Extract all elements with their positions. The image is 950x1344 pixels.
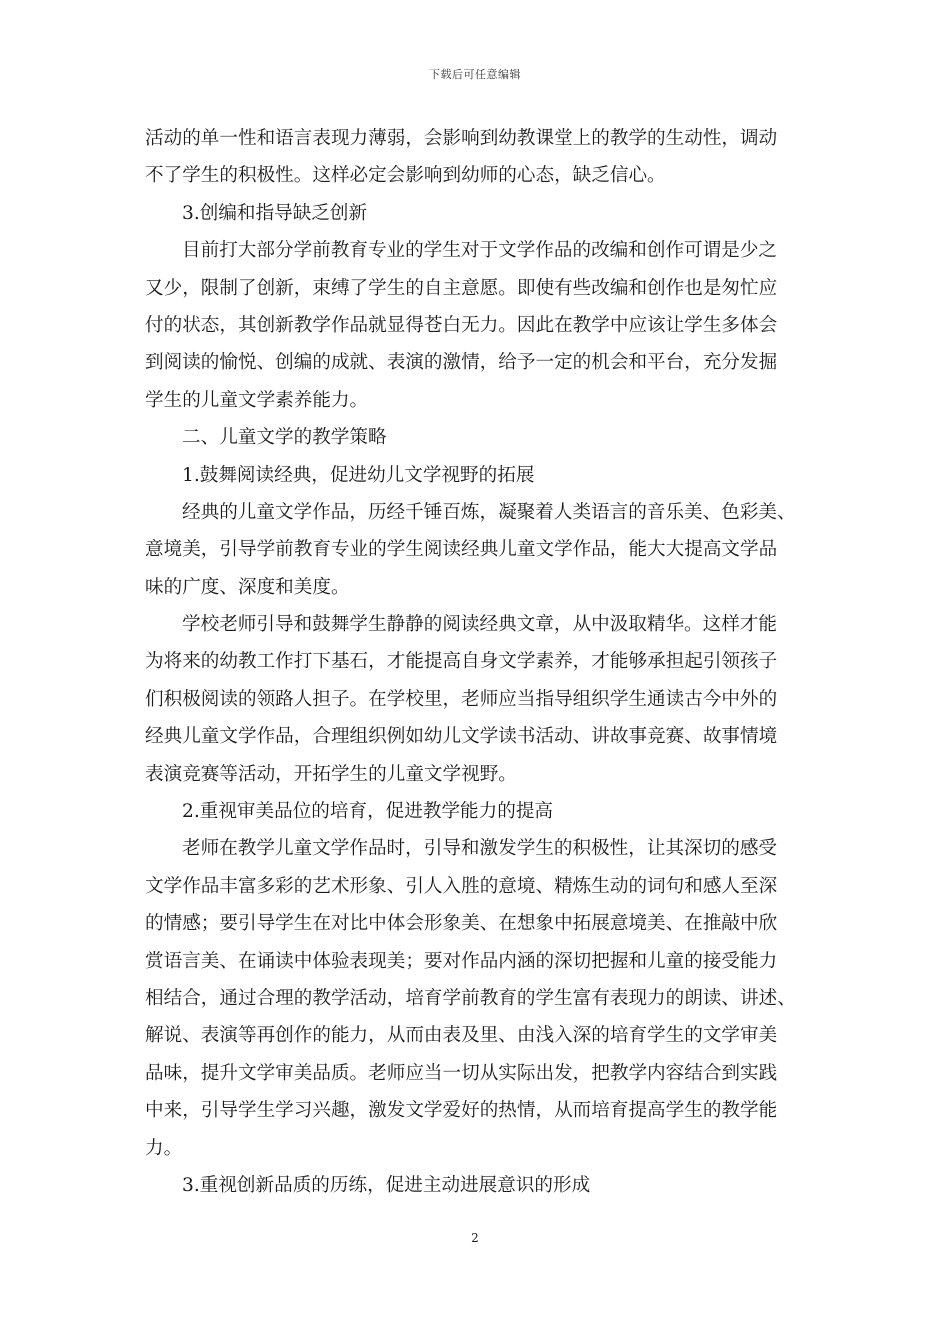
- text-line: 学校老师引导和鼓舞学生静静的阅读经典文章，从中汲取精华。这样才能: [182, 614, 778, 636]
- text-line: 味的广度、深度和美度。: [145, 576, 350, 598]
- text-line: 学生的儿童文学素养能力。: [145, 389, 369, 411]
- text-line: 3.创编和指导缺乏创新: [182, 202, 368, 224]
- text-line: 表演竞赛等活动，开拓学生的儿童文学视野。: [145, 763, 517, 785]
- text-line: 经典的儿童文学作品，历经千锤百炼，凝聚着人类语言的音乐美、色彩美、: [182, 501, 796, 523]
- text-line: 文学作品丰富多彩的艺术形象、引人入胜的意境、精炼生动的词句和感人至深: [145, 875, 778, 897]
- text-line: 目前打大部分学前教育专业的学生对于文学作品的改编和创作可谓是少之: [182, 240, 778, 262]
- text-line: 相结合，通过合理的教学活动，培育学前教育的学生富有表现力的朗读、讲述、: [145, 987, 796, 1009]
- text-line: 赏语言美、在诵读中体验表现美；要对作品内涵的深切把握和儿童的接受能力: [145, 950, 778, 972]
- document-body: [145, 120, 805, 1204]
- text-line: 到阅读的愉悦、创编的成就、表演的激情，给予一定的机会和平台，充分发掘: [145, 352, 778, 374]
- text-line: 们积极阅读的领路人担子。在学校里，老师应当指导组织学生通读古今中外的: [145, 688, 778, 710]
- text-line: 又少，限制了创新，束缚了学生的自主意愿。即使有些改编和创作也是匆忙应: [145, 277, 778, 299]
- text-line: 2.重视审美品位的培育，促进教学能力的提高: [182, 801, 554, 823]
- text-line: 解说、表演等再创作的能力，从而由表及里、由浅入深的培育学生的文学审美: [145, 1025, 778, 1047]
- page-number: 2: [471, 1231, 479, 1245]
- text-line: 中来，引导学生学习兴趣，激发文学爱好的热情，从而培育提高学生的教学能: [145, 1100, 778, 1122]
- text-line: 经典儿童文学作品，合理组织例如幼儿文学读书活动、讲故事竞赛、故事情境: [145, 726, 778, 748]
- text-line: 3.重视创新品质的历练，促进主动进展意识的形成: [182, 1174, 591, 1196]
- text-line: 二、儿童文学的教学策略: [182, 427, 387, 449]
- text-line: 付的状态，其创新教学作品就显得苍白无力。因此在教学中应该让学生多体会: [145, 314, 778, 336]
- text-line: 为将来的幼教工作打下基石，才能提高自身文学素养，才能够承担起引领孩子: [145, 651, 778, 673]
- text-line: 的情感；要引导学生在对比中体会形象美、在想象中拓展意境美、在推敲中欣: [145, 913, 778, 935]
- text-line: 不了学生的积极性。这样必定会影响到幼师的心态，缺乏信心。: [145, 165, 666, 187]
- text-line: 活动的单一性和语言表现力薄弱，会影响到幼教课堂上的教学的生动性，调动: [145, 128, 778, 149]
- text-line: 老师在教学儿童文学作品时，引导和激发学生的积极性，让其深切的感受: [182, 838, 778, 860]
- text-line: 力。: [145, 1137, 183, 1159]
- text-line: 品味，提升文学审美品质。老师应当一切从实际出发，把教学内容结合到实践: [145, 1062, 778, 1084]
- text-line: 1.鼓舞阅读经典，促进幼儿文学视野的拓展: [182, 464, 535, 486]
- text-line: 意境美，引导学前教育专业的学生阅读经典儿童文学作品，能大大提高文学品: [145, 539, 778, 561]
- page-header: 下载后可任意编辑: [429, 68, 521, 81]
